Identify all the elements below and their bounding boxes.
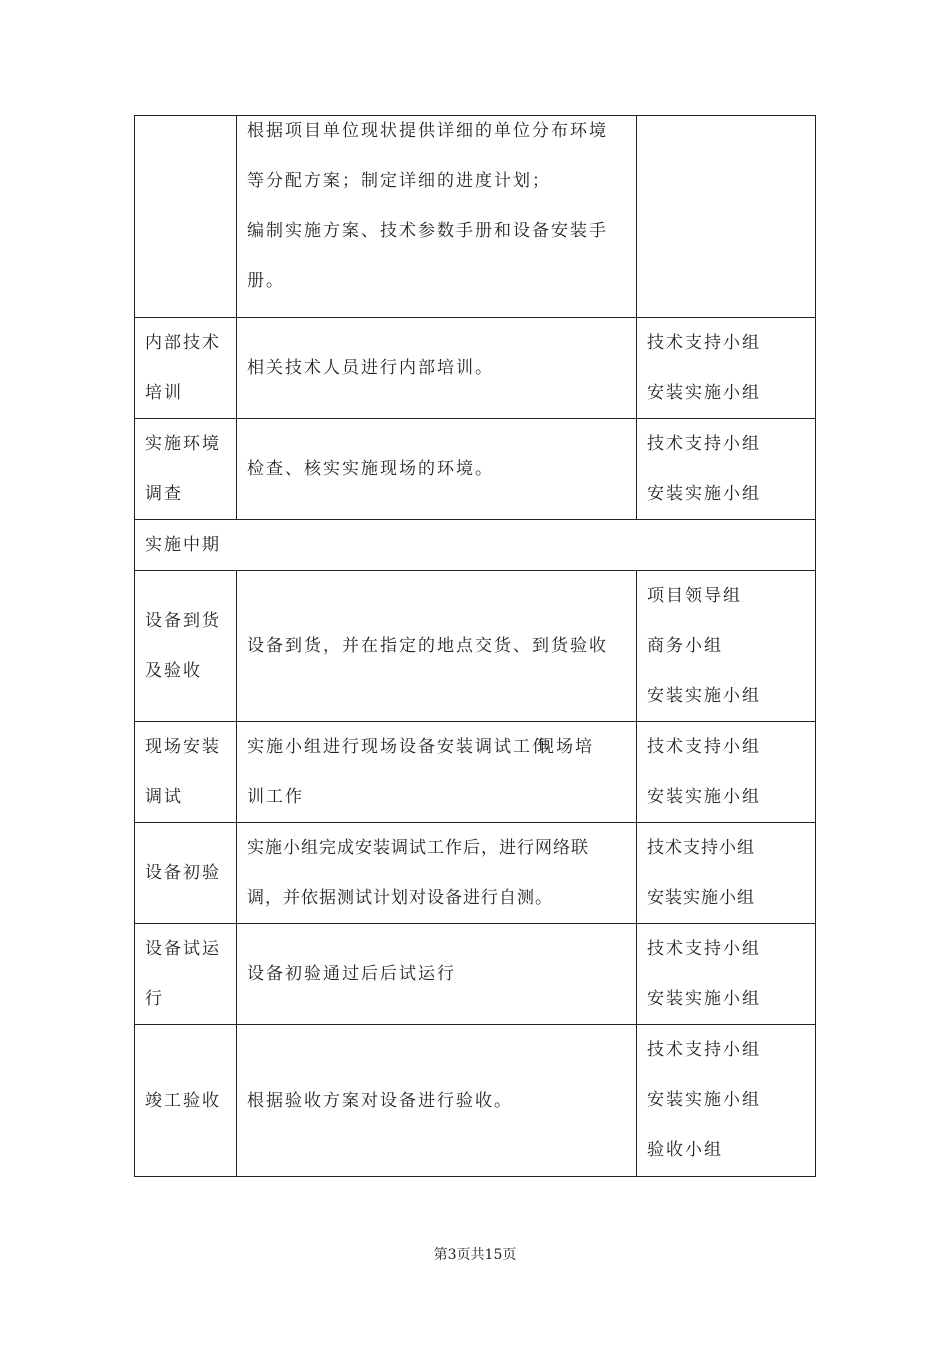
stage-line: 设备试运: [145, 939, 221, 959]
group-item: 技术支持小组: [647, 434, 761, 454]
content-line: 实施小组完成安装调试工作后，进行网络联: [247, 838, 589, 858]
groups-cell: [637, 571, 816, 722]
content-line: 册。: [247, 271, 285, 291]
content-line: 编制实施方案、技术参数手册和设备安装手: [247, 221, 608, 241]
group-item: 验收小组: [647, 1140, 723, 1160]
group-item: 安装实施小组: [647, 989, 761, 1009]
table-row: [135, 419, 816, 520]
stage-cell: [135, 116, 237, 318]
content-cell: [237, 116, 637, 318]
stage-line: 行: [145, 989, 164, 1009]
content-cell: [237, 722, 637, 823]
stage-line: 现场安装: [145, 737, 221, 757]
content-overlap-text: 现场培: [537, 737, 594, 757]
content-text: 相关技术人员进行内部培训。: [247, 358, 494, 378]
content-cell: [237, 419, 637, 520]
content-line: 训工作: [247, 787, 304, 807]
stage-cell: [135, 419, 237, 520]
table-row: [135, 924, 816, 1025]
group-item: 技术支持小组: [647, 939, 761, 959]
content-cell: [237, 571, 637, 722]
groups-cell: [637, 722, 816, 823]
group-item: 安装实施小组: [647, 888, 755, 908]
content-cell: [237, 924, 637, 1025]
group-item: 项目领导组: [647, 586, 742, 606]
group-item: 商务小组: [647, 636, 723, 656]
groups-cell: [637, 419, 816, 520]
table-row: [135, 116, 816, 318]
content-cell: [237, 823, 637, 924]
groups-cell: [637, 1025, 816, 1177]
table-row: [135, 318, 816, 419]
content-cell: [237, 318, 637, 419]
group-item: 安装实施小组: [647, 1090, 761, 1110]
group-item: 安装实施小组: [647, 686, 761, 706]
stage-cell: [135, 1025, 237, 1177]
section-row: [135, 520, 816, 571]
group-item: 技术支持小组: [647, 737, 761, 757]
stage-line: 实施环境: [145, 434, 221, 454]
stage-line: 及验收: [145, 661, 202, 681]
group-item: 安装实施小组: [647, 787, 761, 807]
content-text: 实施小组进行现场设备安装调试工作: [247, 737, 551, 757]
groups-cell: [637, 318, 816, 419]
stage-line: 培训: [145, 383, 183, 403]
stage-line: 调查: [145, 484, 183, 504]
stage-line: 设备初验: [145, 863, 221, 883]
content-line: [247, 722, 626, 772]
stage-line: 设备到货: [145, 611, 221, 631]
content-text: 检查、核实实施现场的环境。: [247, 459, 494, 479]
groups-cell: [637, 116, 816, 318]
groups-cell: [637, 924, 816, 1025]
content-line: 根据项目单位现状提供详细的单位分布环境: [247, 121, 608, 141]
section-heading: 实施中期: [135, 520, 816, 571]
content-line: 等分配方案；制定详细的进度计划；: [247, 171, 551, 191]
stage-line: 内部技术: [145, 333, 221, 353]
group-item: 技术支持小组: [647, 1040, 761, 1060]
stage-line: 调试: [145, 787, 183, 807]
group-item: 技术支持小组: [647, 333, 761, 353]
table-row: [135, 823, 816, 924]
stage-cell: [135, 823, 237, 924]
content-cell: [237, 1025, 637, 1177]
content-text: 设备到货，并在指定的地点交货、到货验收: [247, 636, 608, 656]
groups-cell: [637, 823, 816, 924]
group-item: 技术支持小组: [647, 838, 755, 858]
table-row: [135, 1025, 816, 1177]
stage-line: 竣工验收: [145, 1090, 221, 1111]
table-row: [135, 571, 816, 722]
content-line: 调，并依据测试计划对设备进行自测。: [247, 888, 553, 908]
stage-cell: [135, 318, 237, 419]
content-text: 设备初验通过后后试运行: [247, 964, 456, 984]
page-number-footer: 第3页共15页: [433, 1247, 517, 1263]
group-item: 安装实施小组: [647, 484, 761, 504]
stage-cell: [135, 571, 237, 722]
implementation-plan-table: [134, 115, 816, 1177]
group-item: 安装实施小组: [647, 383, 761, 403]
stage-cell: [135, 924, 237, 1025]
stage-cell: [135, 722, 237, 823]
table-row: [135, 722, 816, 823]
content-text: 根据验收方案对设备进行验收。: [247, 1090, 513, 1111]
